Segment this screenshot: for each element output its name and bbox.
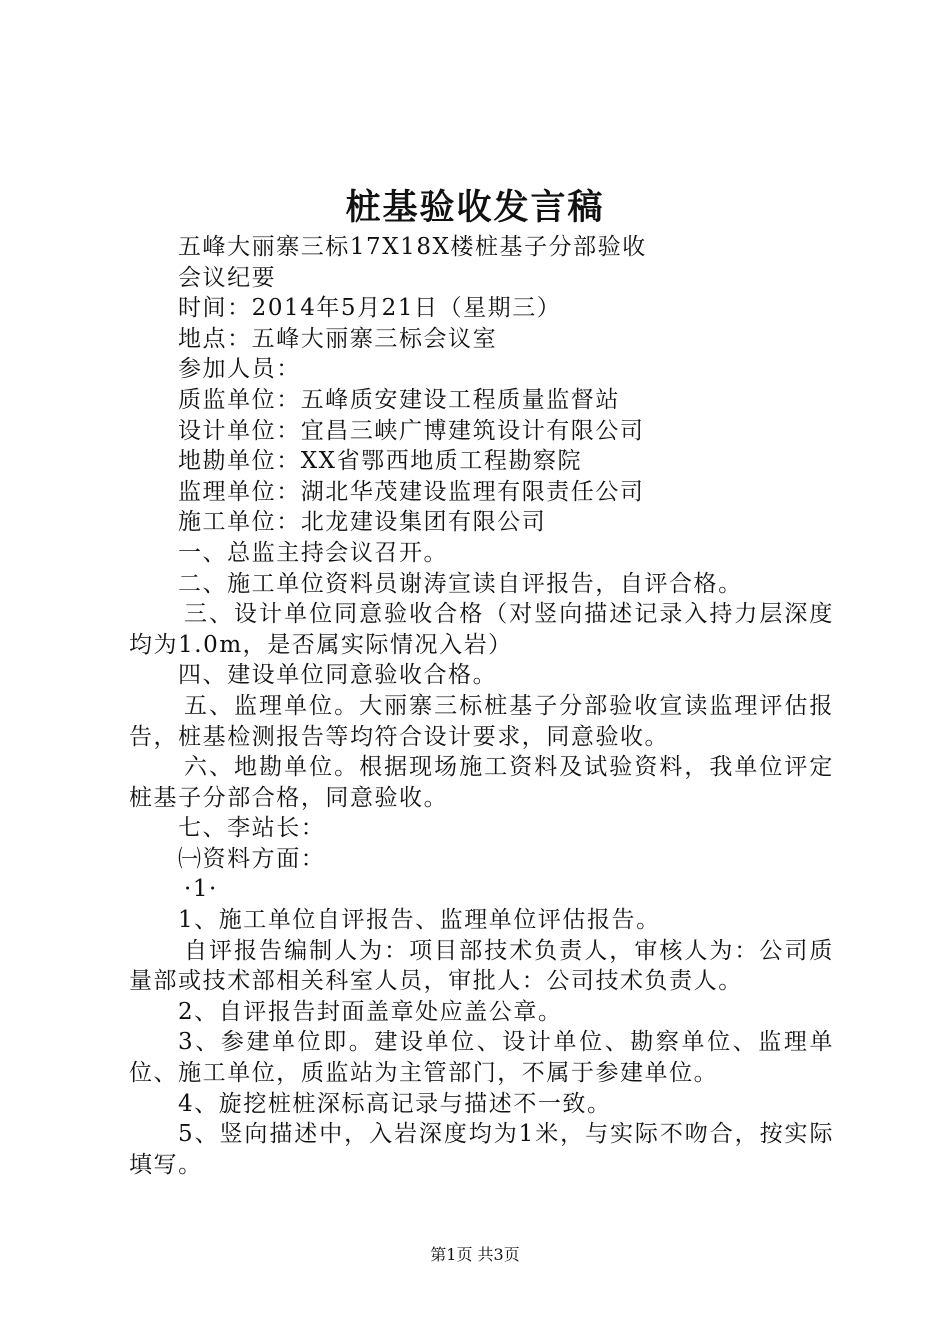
meeting-time: 时间：2014年5月21日（星期三） <box>178 295 562 322</box>
section-materials: ㈠资料方面： <box>178 845 326 872</box>
point-5: 5、竖向描述中，入岩深度均为1米，与实际不吻合，按实际填写。 <box>129 1121 834 1178</box>
item-6: 六、地勘单位。根据现场施工资料及试验资料，我单位评定桩基子分部合格，同意验收。 <box>129 754 834 811</box>
attendee-construction: 施工单位：北龙建设集团有限公司 <box>178 509 547 536</box>
meeting-location: 地点：五峰大丽寨三标会议室 <box>178 325 498 352</box>
document-body <box>129 232 834 1180</box>
page-footer: 第1页 共3页 <box>430 1245 520 1264</box>
attendee-design: 设计单位：宜昌三峡广博建筑设计有限公司 <box>178 417 645 444</box>
attendees-label: 参加人员： <box>178 356 301 383</box>
item-3: 三、设计单位同意验收合格（对竖向描述记录入持力层深度均为1.0m，是否属实际情况入岩） <box>129 601 834 658</box>
point-1-detail: 自评报告编制人为：项目部技术负责人，审核人为：公司质量部或技术部相关科室人员，审批人：公司技术负责人。 <box>129 937 834 995</box>
item-4: 四、建设单位同意验收合格。 <box>178 662 498 689</box>
item-5: 五、监理单位。大丽寨三标桩基子分部验收宣读监理评估报告，桩基检测报告等均符合设计要求，同意验收。 <box>129 692 834 750</box>
item-7: 七、李站长： <box>178 815 326 842</box>
point-3: 3、参建单位即。建设单位、设计单位、勘察单位、监理单位、施工单位，质监站为主管部门，不属于参建单位。 <box>129 1029 834 1087</box>
attendee-quality-supervision: 质监单位：五峰质安建设工程质量监督站 <box>178 386 620 413</box>
point-1: 1、施工单位自评报告、监理单位评估报告。 <box>178 907 661 934</box>
item-1: 一、总监主持会议召开。 <box>178 539 449 566</box>
point-4: 4、旋挖桩桩深标高记录与描述不一致。 <box>178 1090 612 1117</box>
meeting-subject-line: 五峰大丽寨三标17X18X楼桩基子分部验收 <box>178 234 647 260</box>
attendee-supervision: 监理单位：湖北华茂建设监理有限责任公司 <box>178 478 645 505</box>
page-marker: ·1· <box>184 876 218 903</box>
meeting-minutes-label: 会议纪要 <box>178 264 277 291</box>
document-title: 桩基验收发言稿 <box>345 187 605 228</box>
item-2: 二、施工单位资料员谢涛宣读自评报告，自评合格。 <box>178 570 743 597</box>
point-2: 2、自评报告封面盖章处应盖公章。 <box>178 998 563 1025</box>
attendee-survey: 地勘单位：XX省鄂西地质工程勘察院 <box>178 448 583 475</box>
